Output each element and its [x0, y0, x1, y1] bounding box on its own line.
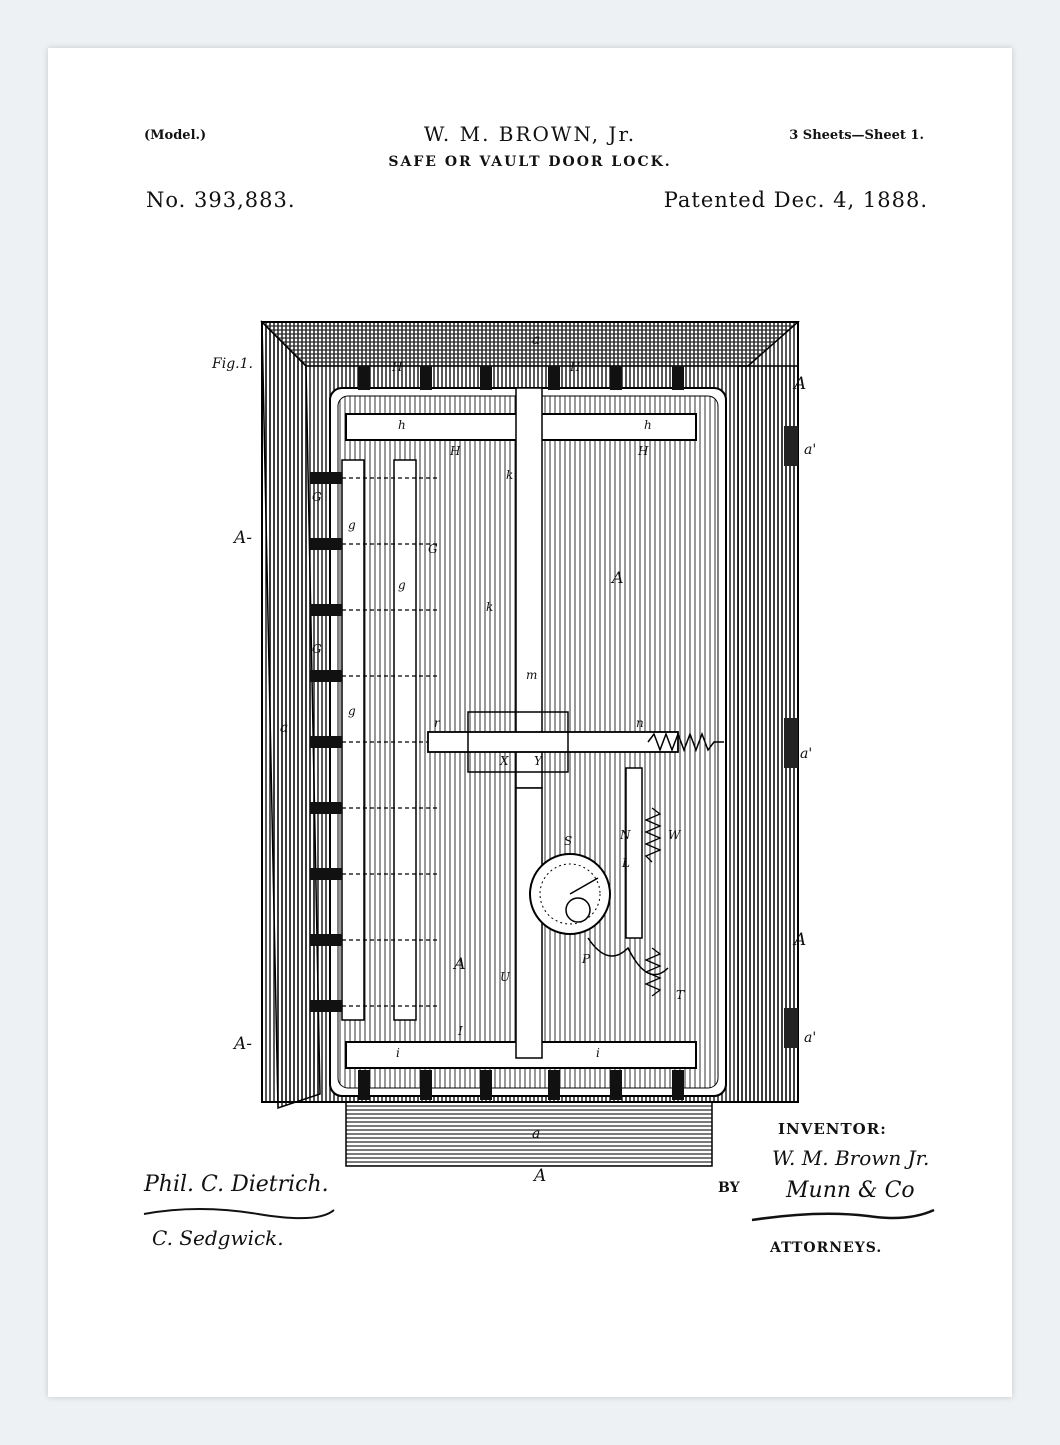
label-G-3: G	[312, 642, 322, 656]
sheet-count: 3 Sheets—Sheet 1.	[789, 128, 924, 143]
patent-sheet	[48, 48, 1012, 1397]
inventor-name: W. M. BROWN, Jr.	[423, 122, 637, 146]
label-g-1: g	[348, 518, 356, 532]
inventor-signature: W. M. Brown Jr.	[772, 1146, 930, 1170]
label-a-prime-2: a'	[800, 746, 813, 762]
witness-signature-2: C. Sedgwick.	[152, 1226, 284, 1250]
label-g-2: g	[398, 578, 406, 592]
fig-label: Fig.1.	[212, 356, 253, 372]
model-label: (Model.)	[144, 128, 207, 143]
by-label: BY	[718, 1180, 740, 1196]
label-a-prime-1: a'	[804, 442, 817, 458]
label-a-left: a	[280, 720, 289, 736]
label-A-left-2: A-	[234, 1034, 253, 1054]
label-H-2: H	[570, 360, 581, 374]
attorneys-signature: Munn & Co	[786, 1178, 915, 1203]
label-Y-1: Y	[534, 754, 542, 768]
label-i-1: i	[396, 1046, 400, 1060]
label-a-bottom: a	[532, 1126, 541, 1142]
label-r-1: r	[434, 716, 440, 730]
label-A-bottom: A	[534, 1166, 547, 1186]
label-h-1: h	[398, 418, 406, 432]
label-a-prime-3: a'	[804, 1030, 817, 1046]
label-H-4: H	[638, 444, 649, 458]
label-G-2: G	[428, 542, 438, 556]
label-L-1: L	[622, 856, 630, 870]
label-A-right-1: A	[794, 374, 807, 394]
inventor-label: INVENTOR:	[778, 1120, 887, 1138]
attorneys-underline	[748, 1204, 938, 1228]
patent-date: Patented Dec. 4, 1888.	[663, 188, 928, 212]
label-k-2: k	[486, 600, 494, 614]
patent-number: No. 393,883.	[146, 188, 296, 212]
label-G-1: G	[312, 490, 322, 504]
label-k-1: k	[506, 468, 514, 482]
witness-signature-1: Phil. C. Dietrich.	[144, 1172, 329, 1197]
label-U-1: U	[500, 970, 511, 984]
label-n-1: n	[636, 716, 644, 730]
label-T-1: T	[676, 988, 685, 1002]
label-I-1: I	[458, 1024, 463, 1038]
label-A-center-1: A	[612, 568, 624, 587]
label-H-1: H	[392, 360, 403, 374]
label-H-3: H	[450, 444, 461, 458]
attorneys-label: ATTORNEYS.	[770, 1240, 883, 1256]
label-X-1: X	[500, 754, 509, 768]
label-i-2: i	[596, 1046, 600, 1060]
label-a-top: a	[532, 332, 541, 348]
label-h-2: h	[644, 418, 652, 432]
label-g-3: g	[348, 704, 356, 718]
label-A-center-2: A	[454, 954, 466, 973]
patent-title: SAFE OR VAULT DOOR LOCK.	[388, 154, 672, 170]
witness-underline	[138, 1200, 338, 1224]
label-A-left-1: A-	[234, 528, 253, 548]
label-m-1: m	[526, 668, 538, 682]
label-W-1: W	[668, 828, 681, 842]
label-P-1: P	[582, 952, 591, 966]
label-S-1: S	[564, 834, 573, 848]
label-A-right-2: A	[794, 930, 807, 950]
label-N-1: N	[620, 828, 631, 842]
